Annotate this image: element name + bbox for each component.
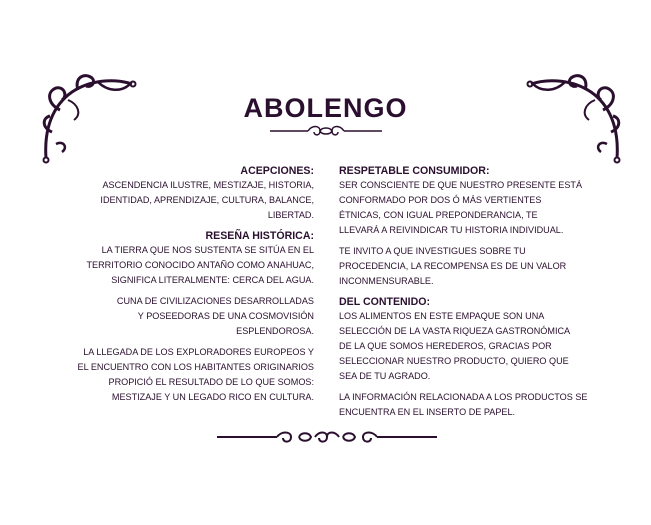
right-column <box>339 164 601 420</box>
acepciones-heading: ACEPCIONES: <box>240 165 314 177</box>
resena-paragraph-1: LA TIERRA QUE NOS SUSTENTA SE SITÚA EN EL TERRITORIO CONOCIDO ANTAÑO COMO ANAHUAC, SIGNIFICA LITERALMENTE: CERCA DEL AGUA. <box>86 245 314 285</box>
acepciones-text: ASCENDENCIA ILUSTRE, MESTIZAJE, HISTORIA, IDENTIDAD, APRENDIZAJE, CULTURA, BALANCE, LIBERTAD. <box>100 180 314 220</box>
consumidor-paragraph-1: SER CONSCIENTE DE QUE NUESTRO PRESENTE ESTÁ CONFORMADO POR DOS Ó MÁS VERTIENTES ÉTNICAS, CON IGUAL PREPONDERANCIA, TE LLEVARÁ A REIVINDICAR TU HISTORIA INDIVIDUAL. <box>339 180 583 235</box>
page-title: ABOLENGO <box>243 93 408 123</box>
consumidor-heading: RESPETABLE CONSUMIDOR: <box>339 165 490 177</box>
contenido-paragraph-1: LOS ALIMENTOS EN ESTE EMPAQUE SON UNA SELECCIÓN DE LA VASTA RIQUEZA GASTRONÓMICA DE LA QUE SOMOS HEREDEROS, GRACIAS POR SELECCIONAR NUESTRO PRODUCTO, QUIERO QUE SEA DE TU AGRADO. <box>339 311 571 381</box>
consumidor-paragraph-2: TE INVITO A QUE INVESTIGUES SOBRE TU PROCEDENCIA, LA RECOMPENSA ES DE UN VALOR INCONMENSURABLE. <box>339 246 567 286</box>
resena-paragraph-2: CUNA DE CIVILIZACIONES DESARROLLADAS Y POSEEDORAS DE UNA COSMOVISIÓN ESPLENDOROSA. <box>116 296 314 336</box>
contenido-heading: DEL CONTENIDO: <box>339 296 431 308</box>
left-column <box>52 164 314 405</box>
resena-paragraph-3: LA LLEGADA DE LOS EXPLORADORES EUROPEOS Y EL ENCUENTRO CON LOS HABITANTES ORIGINARIOS PROPICIÓ EL RESULTADO DE LO QUE SOMOS: MESTIZAJE Y UN LEGADO RICO EN CULTURA. <box>77 347 314 402</box>
title-flourish-icon <box>268 124 384 138</box>
resena-heading: RESEÑA HISTÓRICA: <box>205 230 314 242</box>
bottom-flourish-icon <box>215 429 439 445</box>
contenido-paragraph-2: LA INFORMACIÓN RELACIONADA A LOS PRODUCTOS SE ENCUENTRA EN EL INSERTO DE PAPEL. <box>339 392 588 417</box>
